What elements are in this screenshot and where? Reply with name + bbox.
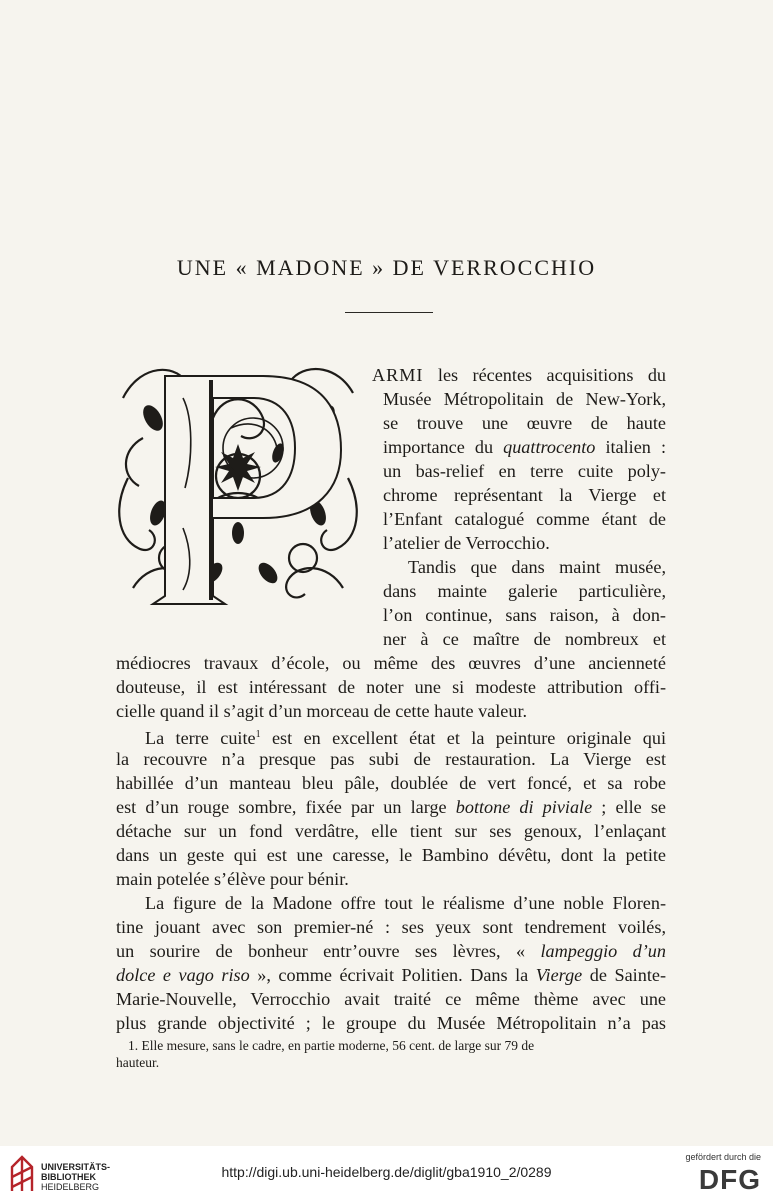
line-text: importance du: [383, 437, 504, 457]
text-line: habillée d’un manteau bleu pâle, doublée de vert foncé, et sa robe: [116, 773, 666, 793]
text-line: dans mainte galerie particulière,: [383, 581, 666, 601]
line-text: les récentes acquisitions du: [437, 365, 667, 385]
text-line: l’on continue, sans raison, à don-: [383, 605, 666, 625]
text-line: [116, 964, 666, 986]
text-line: l’atelier de Verrocchio.: [383, 533, 550, 553]
text-line: Marie-Nouvelle, Verrocchio avait traité ce même thème avec une: [116, 989, 666, 1009]
ornamental-initial-p: [113, 358, 363, 620]
logo-line: UNIVERSITÄTS-: [41, 1162, 111, 1172]
italic-phrase: quattrocento: [503, 437, 596, 457]
text-line: [116, 796, 666, 818]
text-line: main potelée s’élève pour bénir.: [116, 869, 349, 889]
text-line: Musée Métropolitain de New-York,: [383, 389, 666, 409]
text-line: l’Enfant catalogué comme étant de: [383, 509, 666, 529]
footnote-marker: 1: [255, 729, 261, 740]
dfg-logo[interactable]: DFG: [698, 1164, 761, 1195]
permalink-url[interactable]: http://digi.ub.uni-heidelberg.de/diglit/gba1910_2/0289: [221, 1164, 552, 1180]
text-line: [116, 940, 666, 962]
line-text: de Sainte-: [582, 965, 666, 985]
lead-word: ARMI: [372, 365, 424, 385]
text-line: La figure de la Madone offre tout le réalisme d’une noble Floren-: [145, 893, 666, 913]
text-line: [383, 436, 666, 458]
logo-line: HEIDELBERG: [41, 1182, 100, 1192]
title-divider: [345, 312, 433, 313]
text-line: dans un geste qui est une caresse, le Bambino dévêtu, dont la petite: [116, 845, 666, 865]
footnote: 1. Elle mesure, sans le cadre, en partie moderne, 56 cent. de large sur 79 de: [128, 1038, 535, 1053]
text-line: douteuse, il est intéressant de noter une si modeste attribution offi-: [116, 677, 666, 697]
italic-phrase: Vierge: [535, 965, 583, 985]
sponsor-label: gefördert durch die: [685, 1152, 761, 1162]
text-line: Tandis que dans maint musée,: [408, 557, 666, 577]
text-line: chrome représentant la Vierge et: [383, 485, 666, 505]
italic-phrase: lampeggio d’un: [540, 941, 666, 961]
text-line: ner à ce maître de nombreux et: [383, 629, 666, 649]
line-text: est en excellent état et la peinture originale qui: [260, 728, 667, 749]
line-text: La terre cuite: [145, 728, 256, 749]
text-line: cielle quand il s’agit d’un morceau de cette haute valeur.: [116, 701, 528, 721]
text-line: un bas-relief en terre cuite poly-: [383, 461, 666, 481]
line-text: italien :: [595, 437, 666, 457]
text-line: tine jouant avec son premier-né : ses yeux sont tendrement voilés,: [116, 917, 666, 937]
text-line: détache sur un fond verdâtre, elle tient sur ses genoux, l’enlaçant: [116, 821, 666, 841]
line-text: est d’un rouge sombre, fixée par un large: [116, 797, 456, 817]
article-title: UNE « MADONE » DE VERROCCHIO: [176, 255, 597, 280]
line-text: », comme écrivait Politien. Dans la: [249, 965, 536, 985]
text-line: plus grande objectivité ; le groupe du Musée Métropolitain n’a pas: [116, 1013, 666, 1033]
text-line: la recouvre n’a presque pas subi de restauration. La Vierge est: [116, 749, 666, 769]
line-text: un sourire de bonheur entr’ouvre ses lèvres, «: [116, 941, 541, 961]
italic-phrase: bottone di piviale: [455, 797, 593, 817]
text-line: [372, 364, 666, 386]
text-line: médiocres travaux d’école, ou même des œuvres d’une ancienneté: [116, 653, 666, 673]
logo-line: BIBLIOTHEK: [41, 1172, 96, 1182]
italic-phrase: dolce e vago riso: [116, 965, 250, 985]
footnote-continuation: hauteur.: [116, 1055, 160, 1070]
line-text: ; elle se: [592, 797, 666, 817]
text-line: [145, 724, 666, 749]
text-line: se trouve une œuvre de haute: [383, 413, 666, 433]
